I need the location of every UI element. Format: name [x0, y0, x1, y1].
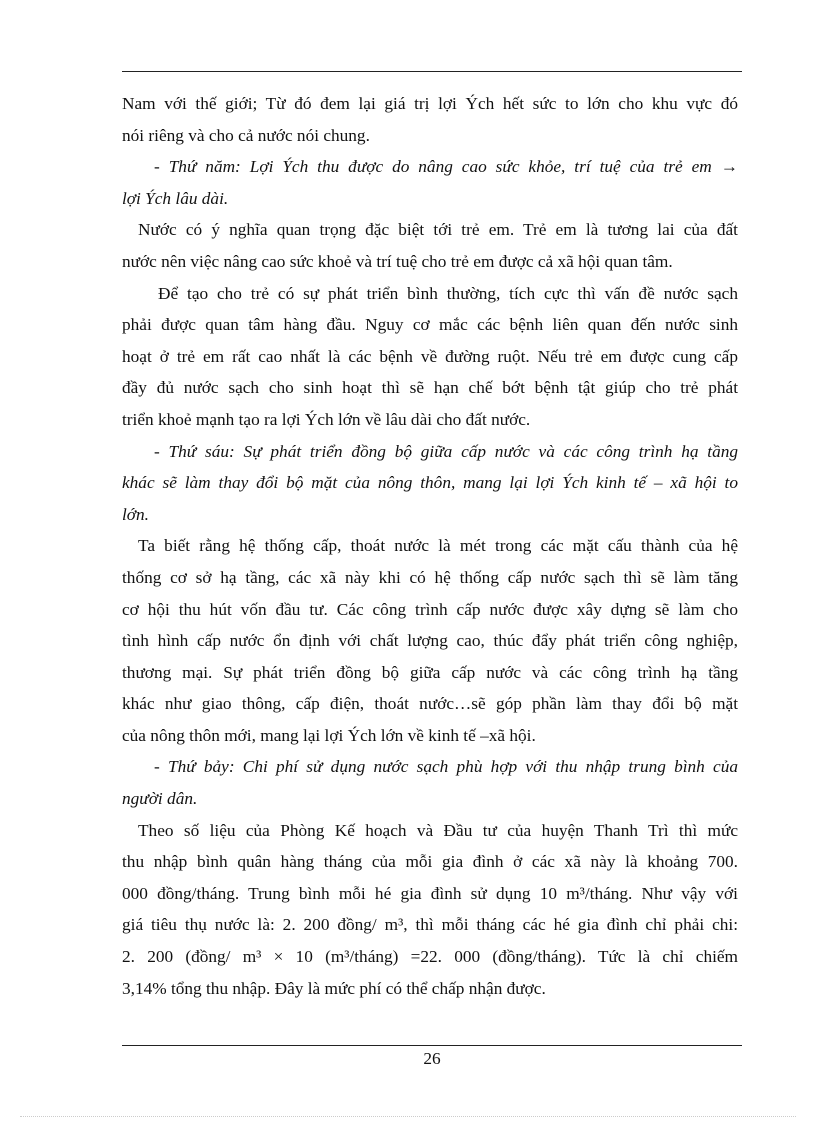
body-line: tình hình cấp nước ổn định với chất lượng cao, thúc đẩy phát triển công nghiệp, — [122, 631, 738, 651]
body-line: hoạt ở trẻ em rất cao nhất là các bệnh về đường ruột. Nếu trẻ em được cung cấp — [122, 346, 738, 366]
page-edge-divider — [20, 1116, 796, 1117]
body-line: Ta biết rằng hệ thống cấp, thoát nước là mét trong các mặt cấu thành của hệ — [138, 536, 738, 556]
body-line: nói riêng và cho cả nước nói chung. — [122, 125, 370, 145]
body-line: Nam với thế giới; Từ đó đem lại giá trị lợi Ých hết sức to lớn cho khu vực đó — [122, 94, 738, 113]
body-line: Theo số liệu của Phòng Kế hoạch và Đầu tư của huyện Thanh Trì thì mức — [138, 820, 738, 840]
section-heading-line: - Thứ năm: Lợi Ých thu được do nâng cao sức khỏe, trí tuệ của trẻ em → — [154, 157, 738, 177]
section-heading-line: người dân. — [122, 789, 198, 809]
body-line: phải được quan tâm hàng đầu. Nguy cơ mắc các bệnh liên quan đến nước sinh — [122, 315, 738, 335]
page-body — [122, 88, 738, 1004]
body-line: Để tạo cho trẻ có sự phát triển bình thường, tích cực thì vấn đề nước sạch — [158, 283, 738, 303]
body-line: nước nên việc nâng cao sức khoẻ và trí tuệ cho trẻ em được cả xã hội quan tâm. — [122, 251, 673, 271]
header-rule — [122, 71, 742, 72]
footer-rule — [122, 1045, 742, 1046]
body-line: triển khoẻ mạnh tạo ra lợi Ých lớn về lâu dài cho đất nước. — [122, 409, 531, 429]
page-number: 26 — [423, 1049, 441, 1068]
body-line: thống cơ sở hạ tầng, các xã này khi có hệ thống cấp nước sạch thì sẽ làm tăng — [122, 567, 738, 587]
body-line: Nước có ý nghĩa quan trọng đặc biệt tới trẻ em. Trẻ em là tương lai của đất — [138, 220, 738, 240]
body-line: giá tiêu thụ nước là: 2. 200 đồng/ m³, thì mỗi tháng các hé gia đình chỉ phải chi: — [122, 915, 738, 935]
body-line: 2. 200 (đồng/ m³ × 10 (m³/tháng) =22. 000 (đồng/tháng). Tức là chỉ chiếm — [122, 947, 738, 967]
body-line: cơ hội thu hút vốn đầu tư. Các công trình cấp nước được xây dựng sẽ làm cho — [122, 599, 738, 619]
section-heading-line: khác sẽ làm thay đổi bộ mặt của nông thôn, mang lại lợi Ých kinh tế – xã hội to — [122, 473, 738, 493]
body-line: khác như giao thông, cấp điện, thoát nước…sẽ góp phần làm thay đổi bộ mặt — [122, 694, 738, 714]
body-line: thu nhập bình quân hàng tháng của mỗi gia đình ở các xã này là khoảng 700. — [122, 852, 738, 872]
section-heading-line: lợi Ých lâu dài. — [122, 188, 229, 208]
section-heading-line: - Thứ bảy: Chi phí sử dụng nước sạch phù hợp với thu nhập trung bình của — [154, 757, 738, 777]
body-line: của nông thôn mới, mang lại lợi Ých lớn về kinh tế –xã hội. — [122, 725, 536, 745]
body-line: 3,14% tổng thu nhập. Đây là mức phí có thể chấp nhận được. — [122, 978, 546, 998]
section-heading-line: lớn. — [122, 504, 149, 524]
body-line: 000 đồng/tháng. Trung bình mỗi hé gia đình sử dụng 10 m³/tháng. Như vậy với — [122, 883, 738, 903]
body-line: đầy đủ nước sạch cho sinh hoạt thì sẽ hạn chế bớt bệnh tật giúp cho trẻ phát — [122, 378, 738, 398]
body-line: thương mại. Sự phát triển đồng bộ giữa cấp nước và các công trình hạ tầng — [122, 662, 738, 682]
section-heading-line: - Thứ sáu: Sự phát triển đồng bộ giữa cấp nước và các công trình hạ tầng — [154, 441, 738, 461]
